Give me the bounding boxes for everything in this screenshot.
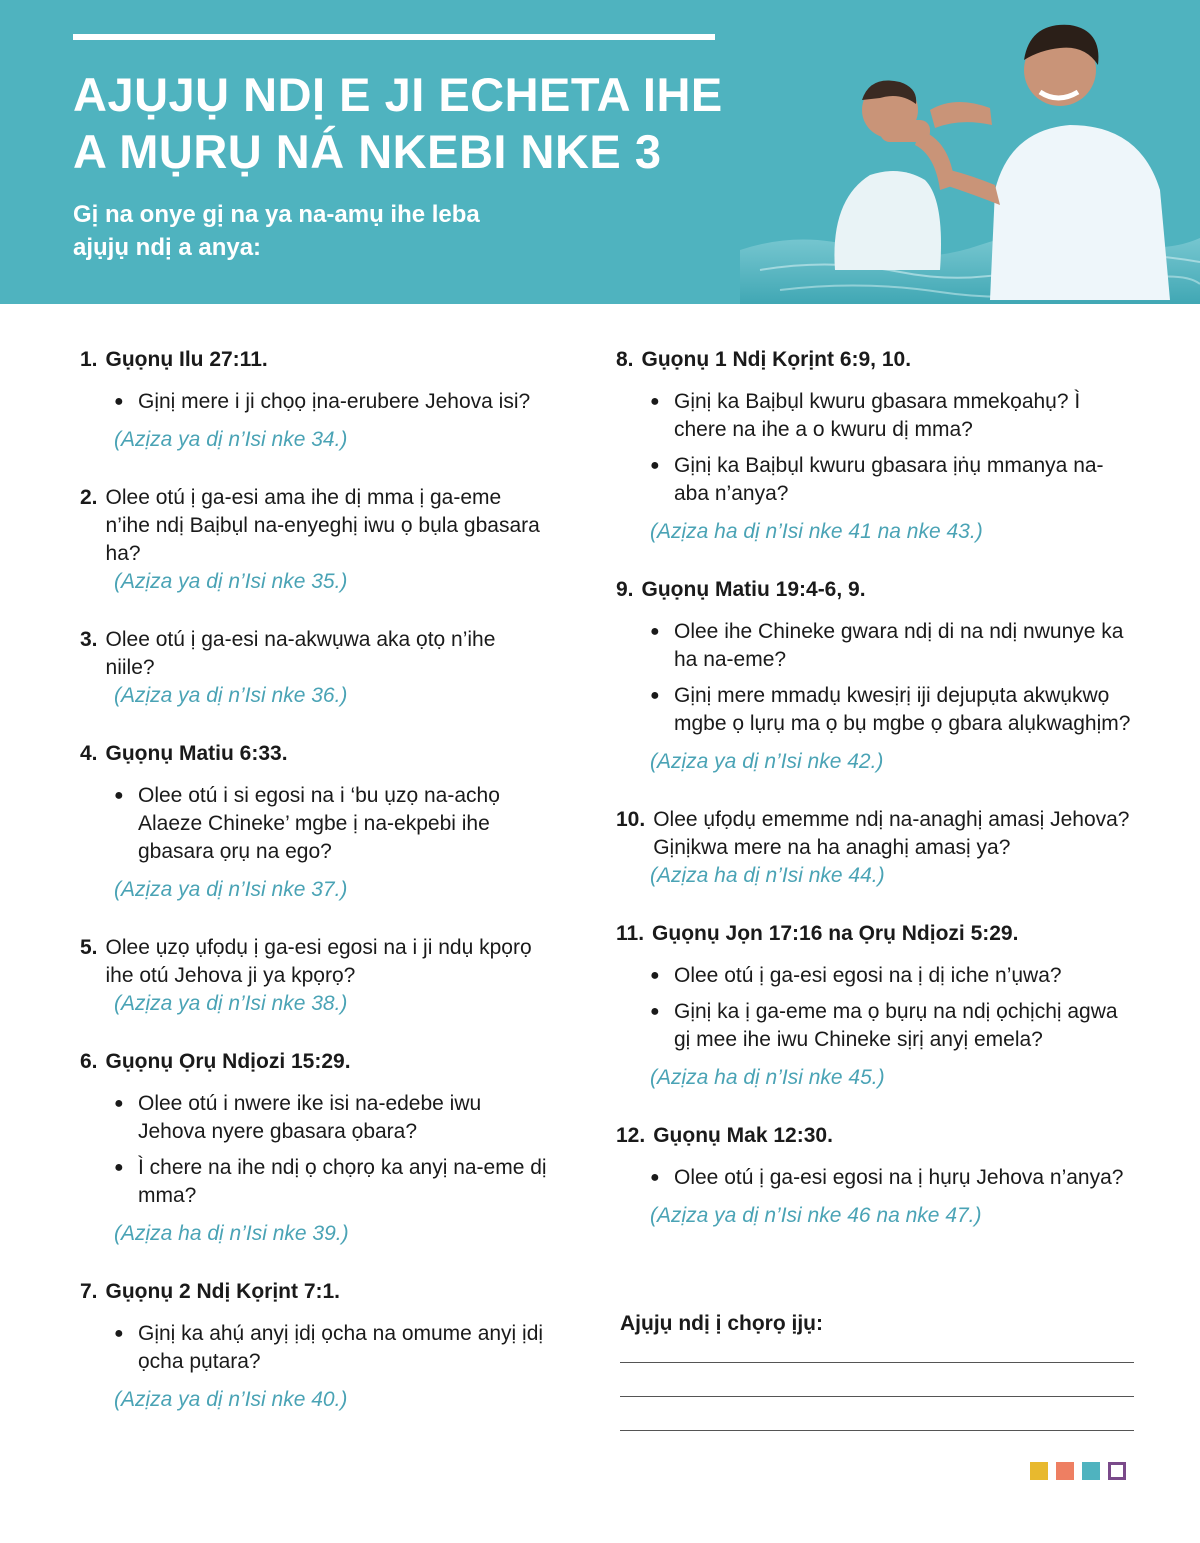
answer-reference: (Azịza ha dị n’Isi nke 41 na nke 43.)	[650, 520, 983, 543]
question-number: 5.	[80, 936, 98, 959]
question-number: 1.	[80, 348, 98, 371]
bullet-dot-icon: ●	[650, 393, 660, 410]
bullet-text: Olee otú ị ga-esi egosi na ị dị iche n’ụwa?	[674, 964, 1062, 987]
question-heading	[80, 934, 550, 990]
bullet-item	[80, 388, 550, 416]
bullet-list	[80, 1320, 550, 1376]
square-teal	[1082, 1462, 1100, 1480]
answer-reference: (Azịza ya dị n’Isi nke 46 na nke 47.)	[650, 1204, 982, 1227]
answer-reference: (Azịza ha dị n’Isi nke 39.)	[114, 1222, 349, 1245]
scripture-reading: Gụọnụ Ilu 27:11.	[105, 348, 268, 371]
square-purple-outline	[1108, 1462, 1126, 1480]
question-heading	[80, 1048, 550, 1076]
question-text: Olee otú ị ga-esi na-akwụwa aka ọtọ n’ihe niile?	[105, 628, 496, 679]
bullet-dot-icon: ●	[114, 1159, 124, 1176]
questions-right-column	[616, 346, 1136, 1260]
question-number: 9.	[616, 578, 634, 601]
question-item	[616, 806, 1136, 890]
answer-reference: (Azịza ya dị n’Isi nke 35.)	[114, 570, 348, 593]
bullet-dot-icon: ●	[114, 1095, 124, 1112]
bullet-dot-icon: ●	[114, 1325, 124, 1342]
scripture-reading: Gụọnụ Matiu 19:4-6, 9.	[641, 578, 866, 601]
question-item	[616, 920, 1136, 1092]
question-item	[80, 626, 550, 710]
question-item	[80, 1048, 550, 1248]
bullet-item	[616, 962, 1136, 990]
bullet-list	[616, 1164, 1136, 1192]
bullet-item	[80, 1154, 550, 1210]
bullet-dot-icon: ●	[650, 967, 660, 984]
bullet-item	[80, 1090, 550, 1146]
bullet-item	[616, 1164, 1136, 1192]
bullet-dot-icon: ●	[114, 393, 124, 410]
bullet-list	[616, 388, 1136, 508]
question-item	[80, 934, 550, 1018]
question-heading	[80, 740, 550, 768]
question-item	[80, 346, 550, 454]
bullet-text: Gịnị ka Baịbụl kwuru gbasara ịṅụ mmanya na-aba n’anya?	[674, 454, 1104, 505]
answer-reference: (Azịza ya dị n’Isi nke 42.)	[650, 750, 884, 773]
question-number: 6.	[80, 1050, 98, 1073]
bullet-text: Olee ihe Chineke gwara ndị di na ndị nwunye ka ha na-eme?	[674, 620, 1124, 671]
header-banner	[0, 0, 1200, 304]
answer-reference: (Azịza ya dị n’Isi nke 40.)	[114, 1388, 348, 1411]
bullet-dot-icon: ●	[650, 1169, 660, 1186]
question-item	[616, 576, 1136, 776]
question-heading	[616, 806, 1136, 862]
bullet-text: Gịnị ka Baịbụl kwuru gbasara mmekọahụ? Ì chere na ihe a o kwuru dị mma?	[674, 390, 1081, 441]
answer-line[interactable]	[620, 1362, 1134, 1363]
question-heading	[616, 346, 1136, 374]
bullet-text: Gịnị mere mmadụ kwesịrị iji dejupụta akwụkwọ mgbe ọ lụrụ ma ọ bụ mgbe ọ gbara alụkwaghịm?	[674, 684, 1131, 735]
subtitle-line-2: ajụjụ ndị a anya:	[73, 234, 262, 261]
question-item	[616, 346, 1136, 546]
bullet-list	[616, 618, 1136, 738]
bullet-text: Ì chere na ihe ndị ọ chọrọ ka anyị na-eme dị mma?	[138, 1156, 547, 1207]
question-number: 7.	[80, 1280, 98, 1303]
answer-reference: (Azịza ya dị n’Isi nke 36.)	[114, 684, 348, 707]
bullet-text: Olee otú ị ga-esi egosi na ị hụrụ Jehova n’anya?	[674, 1166, 1124, 1189]
questions-to-ask-label: Ajụjụ ndị ị chọrọ ịjụ:	[620, 1312, 823, 1335]
square-orange	[1056, 1462, 1074, 1480]
question-item	[80, 484, 550, 596]
bullet-dot-icon: ●	[650, 457, 660, 474]
scripture-reading: Gụọnụ Ọrụ Ndịozi 15:29.	[105, 1050, 351, 1073]
question-heading	[80, 484, 550, 568]
bullet-text: Olee otú i si egosi na i ‘bu ụzọ na-achọ Alaeze Chineke’ mgbe ị na-ekpebi ihe gbasara ọrụ na ego?	[138, 784, 500, 863]
answer-reference: (Azịza ya dị n’Isi nke 37.)	[114, 878, 348, 901]
answer-reference: (Azịza ha dị n’Isi nke 44.)	[650, 864, 885, 887]
subtitle-line-1: Gị na onye gị na ya na-amụ ihe leba	[73, 201, 480, 228]
scripture-reading: Gụọnụ 2 Ndị Kọrịnt 7:1.	[105, 1280, 341, 1303]
question-item	[80, 1278, 550, 1414]
bullet-text: Gịnị ka ahụ́ anyị ịdị ọcha na omume anyị ịdị ọcha pụtara?	[138, 1322, 544, 1373]
bullet-text: Gịnị mere i ji chọọ ịna-erubere Jehova isi?	[138, 390, 531, 413]
questions-to-ask-section	[620, 1310, 1134, 1338]
bullet-item	[616, 682, 1136, 738]
question-text: Olee ụzọ ụfọdụ ị ga-esi egosi na i ji ndụ kpọrọ ihe otú Jehova ji ya kpọrọ?	[105, 936, 532, 987]
bullet-dot-icon: ●	[114, 787, 124, 804]
scripture-reading: Gụọnụ Jọn 17:16 na Ọrụ Ndịozi 5:29.	[652, 922, 1019, 945]
header-rule	[73, 34, 715, 40]
question-item	[616, 1122, 1136, 1230]
title-line-1: AJỤJỤ NDỊ E JI ECHETA IHE	[73, 68, 723, 121]
question-heading	[616, 920, 1136, 948]
question-number: 4.	[80, 742, 98, 765]
question-number: 3.	[80, 628, 98, 651]
bullet-text: Gịnị ka ị ga-eme ma ọ bụrụ na ndị ọchịchị agwa gị mee ihe iwu Chineke sịrị anyị emela?	[674, 1000, 1118, 1051]
baptism-illustration	[740, 0, 1200, 304]
page-subtitle	[73, 198, 573, 264]
answer-reference: (Azịza ya dị n’Isi nke 38.)	[114, 992, 348, 1015]
title-line-2: A MỤRỤ NÁ NKEBI NKE 3	[73, 125, 662, 178]
question-item	[80, 740, 550, 904]
question-number: 12.	[616, 1124, 646, 1147]
scripture-reading: Gụọnụ Matiu 6:33.	[105, 742, 288, 765]
bullet-item	[80, 782, 550, 866]
question-heading	[80, 346, 550, 374]
page-title	[73, 66, 773, 180]
question-number: 2.	[80, 486, 98, 509]
bullet-dot-icon: ●	[650, 687, 660, 704]
bullet-item	[80, 1320, 550, 1376]
question-text: Olee otú ị ga-esi ama ihe dị mma ị ga-eme n’ihe ndị Baịbụl na-enyeghị iwu ọ bụla gbasara ha?	[105, 486, 540, 565]
bullet-text: Olee otú i nwere ike isi na-edebe iwu Jehova nyere gbasara ọbara?	[138, 1092, 482, 1143]
questions-left-column	[80, 346, 550, 1444]
answer-line[interactable]	[620, 1396, 1134, 1397]
bullet-dot-icon: ●	[650, 1003, 660, 1020]
question-number: 10.	[616, 808, 646, 831]
color-squares-decoration	[1030, 1462, 1134, 1480]
bullet-item	[616, 452, 1136, 508]
square-yellow	[1030, 1462, 1048, 1480]
answer-line[interactable]	[620, 1430, 1134, 1431]
bullet-item	[616, 388, 1136, 444]
scripture-reading: Gụọnụ Mak 12:30.	[653, 1124, 833, 1147]
answer-reference: (Azịza ha dị n’Isi nke 45.)	[650, 1066, 885, 1089]
question-heading	[616, 1122, 1136, 1150]
question-heading	[80, 626, 550, 682]
question-heading	[616, 576, 1136, 604]
bullet-list	[80, 1090, 550, 1210]
bullet-item	[616, 618, 1136, 674]
question-number: 8.	[616, 348, 634, 371]
scripture-reading: Gụọnụ 1 Ndị Kọrịnt 6:9, 10.	[641, 348, 912, 371]
question-number: 11.	[616, 922, 645, 945]
bullet-list	[616, 962, 1136, 1054]
bullet-dot-icon: ●	[650, 623, 660, 640]
answer-reference: (Azịza ya dị n’Isi nke 34.)	[114, 428, 348, 451]
bullet-list	[80, 782, 550, 866]
bullet-item	[616, 998, 1136, 1054]
bullet-list	[80, 388, 550, 416]
question-text: Olee ụfọdụ ememme ndị na-anaghị amasị Jehova? Gịnịkwa mere na ha anaghị amasị ya?	[653, 808, 1130, 859]
question-heading	[80, 1278, 550, 1306]
